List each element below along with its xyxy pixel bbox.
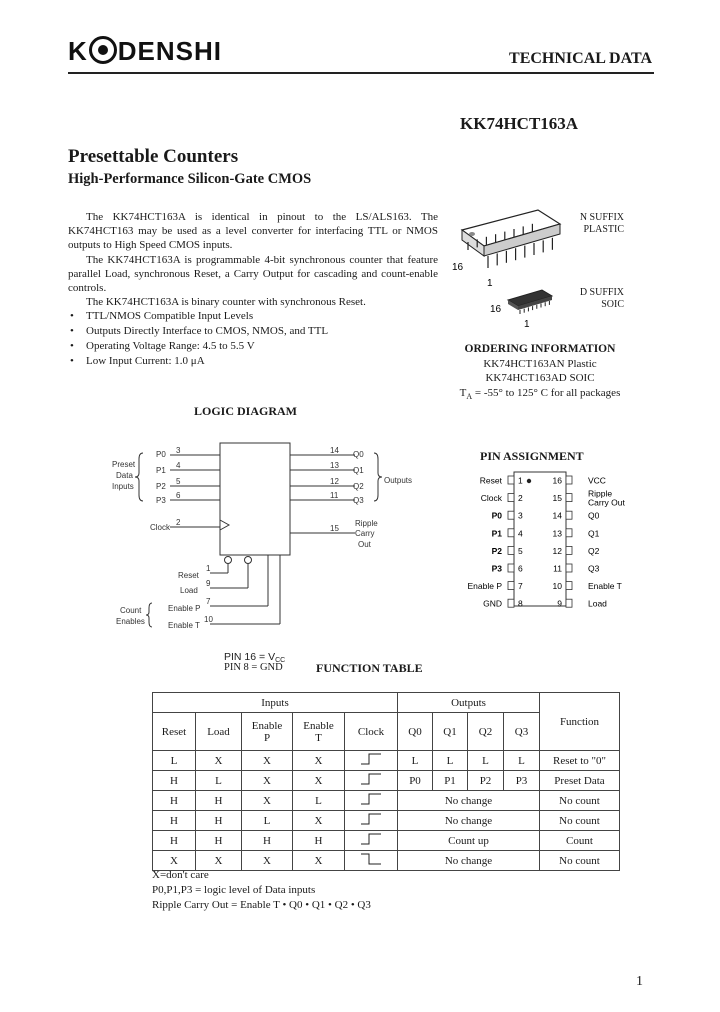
pin-pad: [508, 476, 514, 484]
pin-name-right: Q1: [588, 528, 600, 539]
pin-name-left: P0: [491, 510, 502, 521]
logic-diagram: [110, 425, 430, 664]
dip-pin16-label: 16: [452, 262, 464, 273]
temp-suffix: = -55° to 125° C for all packages: [472, 386, 621, 399]
pin-number-left: 8: [518, 598, 523, 609]
description: [68, 210, 438, 309]
cell-enable-t: L: [293, 791, 345, 811]
p-label: P: [263, 731, 271, 744]
col-load: Load: [196, 713, 242, 751]
input-p1-label: P1: [156, 466, 166, 475]
header-rule: [68, 72, 654, 74]
page-subtitle: High-Performance Silicon-Gate CMOS: [68, 171, 312, 187]
note-data-inputs: P0,P1,P3 = logic level of Data inputs: [152, 884, 316, 896]
cell-function: No count: [540, 811, 620, 831]
table-row: [153, 751, 620, 771]
pin-number-left: 1: [518, 475, 523, 486]
col-q3: Q3: [504, 713, 540, 751]
n-suffix-label: [560, 212, 624, 236]
cell-enable-p: X: [242, 751, 293, 771]
cell-function: Count: [540, 831, 620, 851]
pin-name-left: P3: [491, 563, 502, 574]
cell-q3: P3: [504, 771, 540, 791]
description-p2: The KK74HCT163A is programmable 4-bit synchronous counter that feature parallel Load, synchronous Reset, a Carry Output for cascading and count-enable controls.: [68, 253, 438, 295]
data-inputs-brace: [135, 453, 143, 501]
feature-item: • TTL/NMOS Compatible Input Levels: [68, 309, 438, 324]
n-type: PLASTIC: [583, 224, 624, 235]
cell-q3: L: [504, 751, 540, 771]
cell-enable-p: L: [242, 811, 293, 831]
enable-t-label: Enable T: [168, 621, 200, 630]
pin-number: 14: [330, 446, 339, 455]
pin-number: 1: [206, 564, 211, 573]
col-enable-t: [293, 713, 345, 751]
description-p1: The KK74HCT163A is identical in pinout to the LS/ALS163. The KK74HCT163 may be used as a level converter for interfacing TTL or NMOS outputs to High Speed CMOS inputs.: [68, 211, 438, 252]
cell-reset: H: [153, 811, 196, 831]
enable-p-label: Enable P: [168, 604, 201, 613]
cell-reset: X: [153, 851, 196, 871]
pin-pad: [566, 529, 572, 537]
ordering-line1: KK74HCT163AN Plastic: [483, 357, 597, 370]
pin-name-right: Q0: [588, 510, 600, 521]
temp-sub: A: [466, 391, 473, 401]
pin-number: 10: [204, 615, 213, 624]
col-clock: Clock: [345, 713, 398, 751]
inputs-header: Inputs: [153, 693, 398, 713]
soic-pin16-label: 16: [490, 304, 502, 315]
feature-item: • Low Input Current: 1.0 μA: [68, 354, 438, 369]
pin-pad: [508, 529, 514, 537]
cell-outputs: No change: [398, 791, 540, 811]
note-ripple-carry: Ripple Carry Out = Enable T • Q0 • Q1 • Q2 • Q3: [152, 899, 371, 911]
pin-name-right: Carry Out: [588, 497, 625, 508]
table-row: [153, 811, 620, 831]
cell-enable-t: X: [293, 851, 345, 871]
pin-number-right: 11: [553, 563, 562, 574]
cell-enable-t: H: [293, 831, 345, 851]
cell-enable-t: X: [293, 751, 345, 771]
pin-pad: [508, 599, 514, 607]
pin-pad: [566, 564, 572, 572]
ripple-label: Ripple: [355, 519, 378, 528]
pin-pad: [508, 564, 514, 572]
pin-pad: [566, 599, 572, 607]
outputs-label: Outputs: [384, 476, 413, 485]
pin-pad: [566, 476, 572, 484]
cell-enable-p: X: [242, 791, 293, 811]
cell-load: X: [196, 751, 242, 771]
cell-reset: L: [153, 751, 196, 771]
inputs-label: Inputs: [112, 482, 134, 491]
description-p3: The KK74HCT163A is binary counter with synchronous Reset.: [86, 296, 366, 309]
pin-number: 6: [176, 491, 181, 500]
cell-load: H: [196, 831, 242, 851]
pin-number: 4: [176, 461, 181, 470]
function-header: Function: [540, 693, 620, 751]
pin-number-right: 16: [552, 475, 562, 486]
output-q0-label: Q0: [353, 450, 364, 459]
input-p2-label: P2: [156, 482, 166, 491]
cell-reset: H: [153, 831, 196, 851]
table-row: [153, 771, 620, 791]
pin-number: 9: [206, 579, 211, 588]
pin-number-left: 3: [518, 510, 523, 521]
cell-q2: L: [468, 751, 504, 771]
output-q3-label: Q3: [353, 496, 364, 505]
feature-list: [68, 309, 438, 369]
d-type: SOIC: [601, 299, 624, 310]
reset-label: Reset: [178, 571, 199, 580]
data-label: Data: [116, 471, 133, 480]
soic-pin1-label: 1: [524, 319, 530, 330]
n-suffix: N SUFFIX: [579, 212, 624, 223]
pin-name-right: Q3: [588, 563, 600, 574]
package-drawings: [450, 200, 570, 330]
pin-pad: [508, 511, 514, 519]
cell-function: Reset to "0": [540, 751, 620, 771]
pin-number: 3: [176, 446, 181, 455]
carry-label: Carry: [355, 529, 375, 538]
pin-number: 5: [176, 477, 181, 486]
temp-prefix: T: [459, 386, 467, 399]
cell-q0: L: [398, 751, 433, 771]
logo-letter-k: K: [68, 36, 88, 66]
pin16-sub: CC: [275, 657, 286, 664]
output-q2-label: Q2: [353, 482, 364, 491]
pin-name-right: Ripple: [588, 488, 613, 499]
pin-number-right: 10: [552, 581, 562, 592]
pin-number: 7: [206, 597, 211, 606]
cell-outputs: No change: [398, 851, 540, 871]
cell-clock: [345, 751, 398, 771]
cell-clock: [345, 831, 398, 851]
technical-data-heading: TECHNICAL DATA: [509, 50, 652, 67]
function-table-heading: FUNCTION TABLE: [316, 661, 423, 675]
rising-edge-icon: [359, 772, 383, 786]
t-label: T: [315, 731, 322, 744]
pin-number-right: 13: [552, 528, 562, 539]
cell-load: L: [196, 771, 242, 791]
col-enable-p: [242, 713, 293, 751]
page-title: Presettable Counters: [68, 146, 239, 167]
cell-enable-p: X: [242, 851, 293, 871]
cell-load: H: [196, 791, 242, 811]
enable-label: Enable: [303, 719, 334, 732]
cell-enable-t: X: [293, 811, 345, 831]
soic16-package-drawing: [508, 290, 552, 314]
logic-diagram-heading: LOGIC DIAGRAM: [194, 404, 298, 418]
table-row: [153, 791, 620, 811]
pin-number: 12: [330, 477, 339, 486]
output-q1-label: Q1: [353, 466, 364, 475]
counter-block: [220, 443, 290, 555]
ordering-temp: [450, 386, 630, 405]
enable-label: Enable: [251, 719, 283, 732]
cell-q0: P0: [398, 771, 433, 791]
pin-pad: [508, 546, 514, 554]
falling-edge-icon: [359, 852, 383, 866]
cell-q1: P1: [433, 771, 468, 791]
d-suffix-label: [560, 287, 624, 311]
d-suffix: D SUFFIX: [579, 287, 624, 298]
rising-edge-icon: [359, 752, 383, 766]
cell-enable-t: X: [293, 771, 345, 791]
dip-pin1-label: 1: [487, 278, 493, 289]
preset-label: Preset: [112, 460, 136, 469]
pin-name-left: Enable P: [467, 581, 502, 592]
cell-enable-p: H: [242, 831, 293, 851]
pin-name-left: Clock: [480, 493, 502, 504]
pin-pad: [508, 494, 514, 502]
cell-q1: L: [433, 751, 468, 771]
cell-outputs: No change: [398, 811, 540, 831]
input-p0-label: P0: [156, 450, 166, 459]
pin-pad: [508, 582, 514, 590]
col-reset: Reset: [153, 713, 196, 751]
outputs-header: Outputs: [398, 693, 540, 713]
pin8-note: PIN 8 = GND: [224, 662, 283, 673]
cell-function: No count: [540, 791, 620, 811]
logo-circle-icon: [89, 36, 117, 64]
pin-number-left: 4: [518, 528, 523, 539]
ordering-heading: ORDERING INFORMATION: [464, 343, 616, 355]
pin1-marker-icon: [527, 479, 531, 483]
pin-number-left: 7: [518, 581, 523, 592]
pin-name-right: Q2: [588, 545, 600, 556]
pin-pad: [566, 511, 572, 519]
cell-function: No count: [540, 851, 620, 871]
page-number: 1: [636, 974, 643, 989]
cell-load: X: [196, 851, 242, 871]
kodenshi-logo: [68, 36, 222, 67]
pin-number-right: 12: [552, 545, 562, 556]
col-q1: Q1: [433, 713, 468, 751]
pin-name-right: VCC: [588, 475, 606, 486]
cell-q2: P2: [468, 771, 504, 791]
out-label: Out: [358, 540, 371, 549]
pin-number: 13: [330, 461, 339, 470]
function-table-notes: [152, 868, 371, 913]
pin-name-right: Load: [588, 598, 607, 609]
ordering-information: [450, 342, 630, 404]
pin-name-right: Enable T: [588, 581, 622, 592]
rising-edge-icon: [359, 832, 383, 846]
pin-assignment-diagram: [440, 468, 660, 613]
pin-pad: [566, 546, 572, 554]
enables-label: Enables: [116, 617, 145, 626]
feature-item: • Operating Voltage Range: 4.5 to 5.5 V: [68, 339, 438, 354]
clock-label: Clock: [150, 523, 171, 532]
rising-edge-icon: [359, 792, 383, 806]
note-dont-care: X=don't care: [152, 869, 209, 881]
pin-pad: [566, 494, 572, 502]
pin-name-left: P1: [491, 528, 502, 539]
input-p3-label: P3: [156, 496, 166, 505]
pin-number-right: 14: [552, 510, 562, 521]
enables-brace: [146, 603, 152, 627]
pin-name-left: GND: [483, 598, 502, 609]
clock-triangle-icon: [220, 520, 229, 530]
cell-enable-p: X: [242, 771, 293, 791]
cell-function: Preset Data: [540, 771, 620, 791]
pin-number: 15: [330, 524, 339, 533]
rising-edge-icon: [359, 812, 383, 826]
cell-reset: H: [153, 771, 196, 791]
cell-clock: [345, 811, 398, 831]
ordering-line2: KK74HCT163AD SOIC: [485, 372, 595, 384]
pin-number-left: 6: [518, 563, 523, 574]
col-q2: Q2: [468, 713, 504, 751]
cell-load: H: [196, 811, 242, 831]
pin-assignment-heading: PIN ASSIGNMENT: [480, 449, 584, 463]
pin-number-right: 15: [552, 493, 562, 504]
table-row: [153, 831, 620, 851]
pin-number-left: 2: [518, 493, 523, 504]
col-q0: Q0: [398, 713, 433, 751]
pin-number-right: 9: [557, 598, 562, 609]
pin16-prefix: PIN 16 = V: [224, 651, 276, 663]
pin-number: 11: [330, 491, 339, 500]
outputs-brace: [374, 453, 382, 501]
cell-reset: H: [153, 791, 196, 811]
cell-clock: [345, 791, 398, 811]
pin-number: 2: [176, 518, 181, 527]
dip16-package-drawing: [462, 210, 560, 268]
pin-name-left: P2: [491, 545, 502, 556]
cell-outputs: Count up: [398, 831, 540, 851]
count-label: Count: [120, 606, 142, 615]
logo-text: DENSHI: [117, 36, 223, 66]
part-number: KK74HCT163A: [460, 114, 579, 133]
pin-number-left: 5: [518, 545, 523, 556]
function-table: [152, 692, 620, 871]
pin-pad: [566, 582, 572, 590]
load-label: Load: [180, 586, 198, 595]
cell-clock: [345, 771, 398, 791]
pin-name-left: Reset: [479, 475, 502, 486]
feature-item: • Outputs Directly Interface to CMOS, NMOS, and TTL: [68, 324, 438, 339]
